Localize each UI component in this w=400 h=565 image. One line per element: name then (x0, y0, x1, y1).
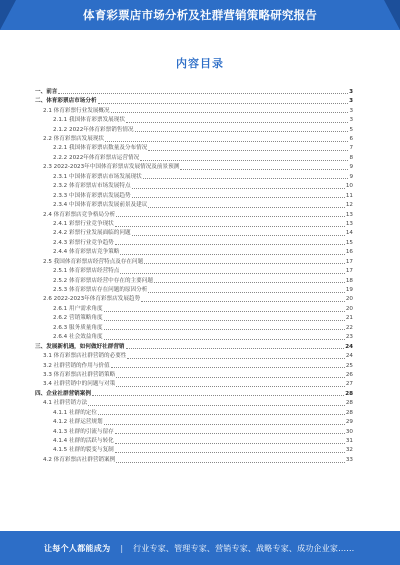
toc-entry-page: 14 (345, 230, 353, 237)
toc-entry-page: 13 (345, 211, 353, 218)
toc-entry[interactable] (35, 209, 353, 218)
toc-entry-label: 2.2.1 我国体育彩票店数量及分布情况 (53, 145, 148, 152)
toc-entry-label: 4.1.2 社群运营规划 (53, 419, 103, 426)
toc-leader-dots (180, 169, 348, 170)
toc-leader-dots (115, 244, 345, 245)
toc-entry[interactable] (35, 246, 353, 255)
toc-entry-label: 2.6.1 用户需求角度 (53, 305, 103, 312)
toc-entry-page: 29 (345, 419, 353, 426)
toc-entry-label: 2.2 体育彩票店发展现状 (43, 136, 105, 143)
toc-entry-page: 15 (345, 239, 353, 246)
toc-entry[interactable] (35, 218, 353, 227)
toc-entry-label: 2.6 2022-2023年体育彩票店发展趋势 (43, 296, 141, 303)
table-of-contents (35, 86, 353, 464)
toc-entry-label: 2.6.2 营销策略角度 (53, 315, 103, 322)
toc-leader-dots (127, 358, 344, 359)
toc-entry-page: 8 (349, 154, 353, 161)
toc-leader-dots (144, 263, 345, 264)
toc-entry[interactable] (35, 397, 353, 406)
toc-leader-dots (132, 235, 345, 236)
toc-entry-page: 19 (345, 287, 353, 294)
toc-entry-label: 一、前言 (35, 88, 58, 95)
toc-leader-dots (135, 131, 349, 132)
toc-entry-page: 20 (345, 305, 353, 312)
toc-entry[interactable] (35, 379, 353, 388)
toc-entry-page: 11 (345, 192, 353, 199)
toc-entry-label: 2.4.3 彩票行业竞争趋势 (53, 239, 114, 246)
toc-entry-label: 2.1 体育彩票行业发展概况 (43, 107, 110, 114)
toc-entry-page: 5 (349, 126, 353, 133)
toc-leader-dots (132, 188, 345, 189)
toc-entry-label: 2.3.2 体育彩票店市场发展特点 (53, 183, 131, 190)
toc-entry-page: 3 (349, 98, 353, 105)
header-corner-left (0, 0, 16, 30)
toc-leader-dots (104, 424, 345, 425)
toc-entry[interactable] (35, 114, 353, 123)
header-corner-right (384, 0, 400, 30)
toc-leader-dots (115, 452, 345, 453)
toc-entry[interactable] (35, 105, 353, 114)
report-title: 体育彩票店市场分析及社群营销策略研究报告 (83, 8, 317, 22)
toc-entry[interactable] (35, 124, 353, 133)
toc-entry-page: 28 (345, 400, 353, 407)
toc-leader-dots (111, 367, 345, 368)
toc-leader-dots (120, 254, 345, 255)
toc-entry[interactable] (35, 152, 353, 161)
toc-leader-dots (115, 226, 345, 227)
toc-entry-label: 2.4.4 体育彩票店竞争策略 (53, 249, 120, 256)
toc-entry-page: 18 (345, 277, 353, 284)
toc-entry-label: 三、发展新机遇，如何做好社群营销 (35, 343, 125, 350)
toc-entry-page: 9 (349, 164, 353, 171)
toc-entry-label: 2.3 2022-2023年中国体育彩票店发展情况及前景预测 (43, 164, 180, 171)
toc-entry-page: 17 (345, 268, 353, 275)
toc-entry[interactable] (35, 162, 353, 171)
toc-leader-dots (111, 112, 349, 113)
toc-entry[interactable] (35, 199, 353, 208)
toc-leader-dots (140, 160, 348, 161)
toc-leader-dots (148, 150, 348, 151)
toc-entry-label: 2.3.4 中国体育彩票店发展前景及建议 (53, 202, 148, 209)
toc-entry-page: 7 (349, 145, 353, 152)
toc-leader-dots (120, 273, 345, 274)
toc-entry[interactable] (35, 284, 353, 293)
toc-entry-page: 22 (345, 324, 353, 331)
toc-leader-dots (154, 282, 345, 283)
toc-leader-dots (132, 197, 345, 198)
toc-entry-label: 4.1.4 社群的活跃与转化 (53, 438, 114, 445)
toc-entry-page: 25 (345, 362, 353, 369)
toc-leader-dots (141, 301, 345, 302)
toc-entry[interactable] (35, 341, 353, 350)
toc-entry-label: 二、体育彩票店市场分析 (35, 98, 97, 105)
toc-entry-label: 3.2 社群营销的作用与价值 (43, 362, 110, 369)
toc-entry[interactable] (35, 407, 353, 416)
toc-leader-dots (116, 386, 345, 387)
toc-entry-label: 2.5 我国体育彩票店经营特点及存在问题 (43, 258, 144, 265)
toc-entry-label: 四、企业社群营销案例 (35, 390, 91, 397)
toc-entry[interactable] (35, 190, 353, 199)
toc-leader-dots (143, 178, 349, 179)
toc-leader-dots (116, 216, 345, 217)
toc-leader-dots (105, 141, 348, 142)
toc-leader-dots (148, 207, 345, 208)
toc-entry[interactable] (35, 350, 353, 359)
footer-tagline: 行业专家、管理专家、营销专家、战略专家、成功企业家…… (133, 543, 355, 553)
toc-entry[interactable] (35, 303, 353, 312)
toc-entry-label: 2.3.1 中国体育彩票店市场发展现状 (53, 173, 142, 180)
toc-leader-dots (92, 395, 344, 396)
toc-entry-page: 24 (345, 343, 353, 350)
toc-entry[interactable] (35, 86, 353, 95)
toc-entry[interactable] (35, 369, 353, 378)
toc-entry-label: 4.2 体育彩票店社群营销案例 (43, 456, 116, 463)
toc-entry[interactable] (35, 228, 353, 237)
toc-entry-label: 2.4 体育彩票店竞争格局分析 (43, 211, 116, 218)
toc-heading: 内容目录 (176, 57, 224, 70)
toc-entry-page: 9 (349, 173, 353, 180)
toc-leader-dots (115, 443, 345, 444)
toc-entry[interactable] (35, 388, 353, 397)
toc-leader-dots (116, 377, 345, 378)
toc-entry-label: 2.3.3 中国体育彩票店发展趋势 (53, 192, 131, 199)
toc-entry-label: 2.1.1 我国体育彩票发展现状 (53, 117, 125, 124)
toc-entry[interactable] (35, 143, 353, 152)
toc-entry-label: 3.1 体育彩票店社群营销的必要性 (43, 353, 127, 360)
toc-entry-page: 31 (345, 438, 353, 445)
toc-entry-label: 2.4.2 彩票行业发展面临的问题 (53, 230, 131, 237)
toc-entry-label: 3.3 体育彩票店社群营销策略 (43, 371, 116, 378)
footer-slogan: 让每个人都能成为 (44, 543, 111, 553)
toc-entry[interactable] (35, 322, 353, 331)
toc-entry-page: 32 (345, 447, 353, 454)
toc-entry-page: 3 (349, 107, 353, 114)
toc-entry-label: 2.5.3 体育彩票店存在问题的原因分析 (53, 287, 148, 294)
toc-leader-dots (104, 329, 345, 330)
toc-leader-dots (98, 103, 349, 104)
toc-entry-page: 6 (349, 136, 353, 143)
toc-entry-page: 26 (345, 371, 353, 378)
toc-entry-label: 2.5.1 体育彩票店经营特点 (53, 268, 120, 275)
toc-entry-label: 2.2.2 2022年体育彩票店运营情况 (53, 154, 140, 161)
toc-entry-label: 4.1 社群营销方法 (43, 400, 88, 407)
toc-leader-dots (126, 348, 345, 349)
toc-leader-dots (104, 339, 345, 340)
toc-entry-label: 2.6.3 服务质量角度 (53, 324, 103, 331)
toc-entry-label: 2.6.4 社会效益角度 (53, 334, 103, 341)
toc-entry[interactable] (35, 331, 353, 340)
page-footer (0, 531, 400, 565)
toc-entry-page: 3 (349, 117, 353, 124)
toc-entry-page: 13 (345, 220, 353, 227)
toc-entry[interactable] (35, 426, 353, 435)
toc-entry[interactable] (35, 237, 353, 246)
toc-entry-page: 16 (345, 249, 353, 256)
toc-entry-page: 28 (345, 409, 353, 416)
toc-leader-dots (126, 122, 348, 123)
toc-leader-dots (88, 405, 345, 406)
toc-entry-label: 2.5.2 体育彩票店经营中存在的主要问题 (53, 277, 153, 284)
footer-separator: | (120, 543, 124, 553)
toc-entry-page: 21 (345, 315, 353, 322)
toc-entry[interactable] (35, 133, 353, 142)
toc-leader-dots (98, 414, 345, 415)
toc-entry[interactable] (35, 275, 353, 284)
toc-leader-dots (104, 311, 345, 312)
toc-entry[interactable] (35, 360, 353, 369)
toc-entry[interactable] (35, 435, 353, 444)
toc-entry-page: 30 (345, 428, 353, 435)
toc-leader-dots (58, 93, 348, 94)
toc-entry[interactable] (35, 95, 353, 104)
toc-leader-dots (148, 292, 345, 293)
toc-entry[interactable] (35, 445, 353, 454)
toc-entry[interactable] (35, 265, 353, 274)
toc-entry[interactable] (35, 294, 353, 303)
page-header (0, 0, 400, 30)
toc-entry-page: 3 (349, 88, 353, 95)
toc-entry-label: 4.1.5 社群的裂变与复制 (53, 447, 114, 454)
toc-entry[interactable] (35, 313, 353, 322)
toc-entry[interactable] (35, 171, 353, 180)
toc-leader-dots (115, 433, 345, 434)
toc-leader-dots (104, 320, 345, 321)
toc-entry-label: 2.4.1 彩票行业竞争现状 (53, 220, 114, 227)
toc-entry-page: 33 (345, 456, 353, 463)
toc-entry-label: 2.1.2 2022年体育彩票销售情况 (53, 126, 134, 133)
toc-entry-page: 12 (345, 202, 353, 209)
toc-entry-page: 20 (345, 296, 353, 303)
toc-entry-label: 3.4 社群营销中的问题与对策 (43, 381, 116, 388)
toc-entry-label: 4.1.1 社群的定位 (53, 409, 97, 416)
toc-entry-page: 27 (345, 381, 353, 388)
toc-entry[interactable] (35, 180, 353, 189)
toc-entry-page: 24 (345, 353, 353, 360)
toc-entry[interactable] (35, 256, 353, 265)
toc-entry[interactable] (35, 416, 353, 425)
toc-entry-page: 23 (345, 334, 353, 341)
toc-entry[interactable] (35, 454, 353, 463)
toc-entry-page: 10 (345, 183, 353, 190)
toc-entry-label: 4.1.3 社群的引流与留存 (53, 428, 114, 435)
toc-entry-page: 28 (345, 390, 353, 397)
toc-entry-page: 17 (345, 258, 353, 265)
toc-leader-dots (116, 462, 345, 463)
